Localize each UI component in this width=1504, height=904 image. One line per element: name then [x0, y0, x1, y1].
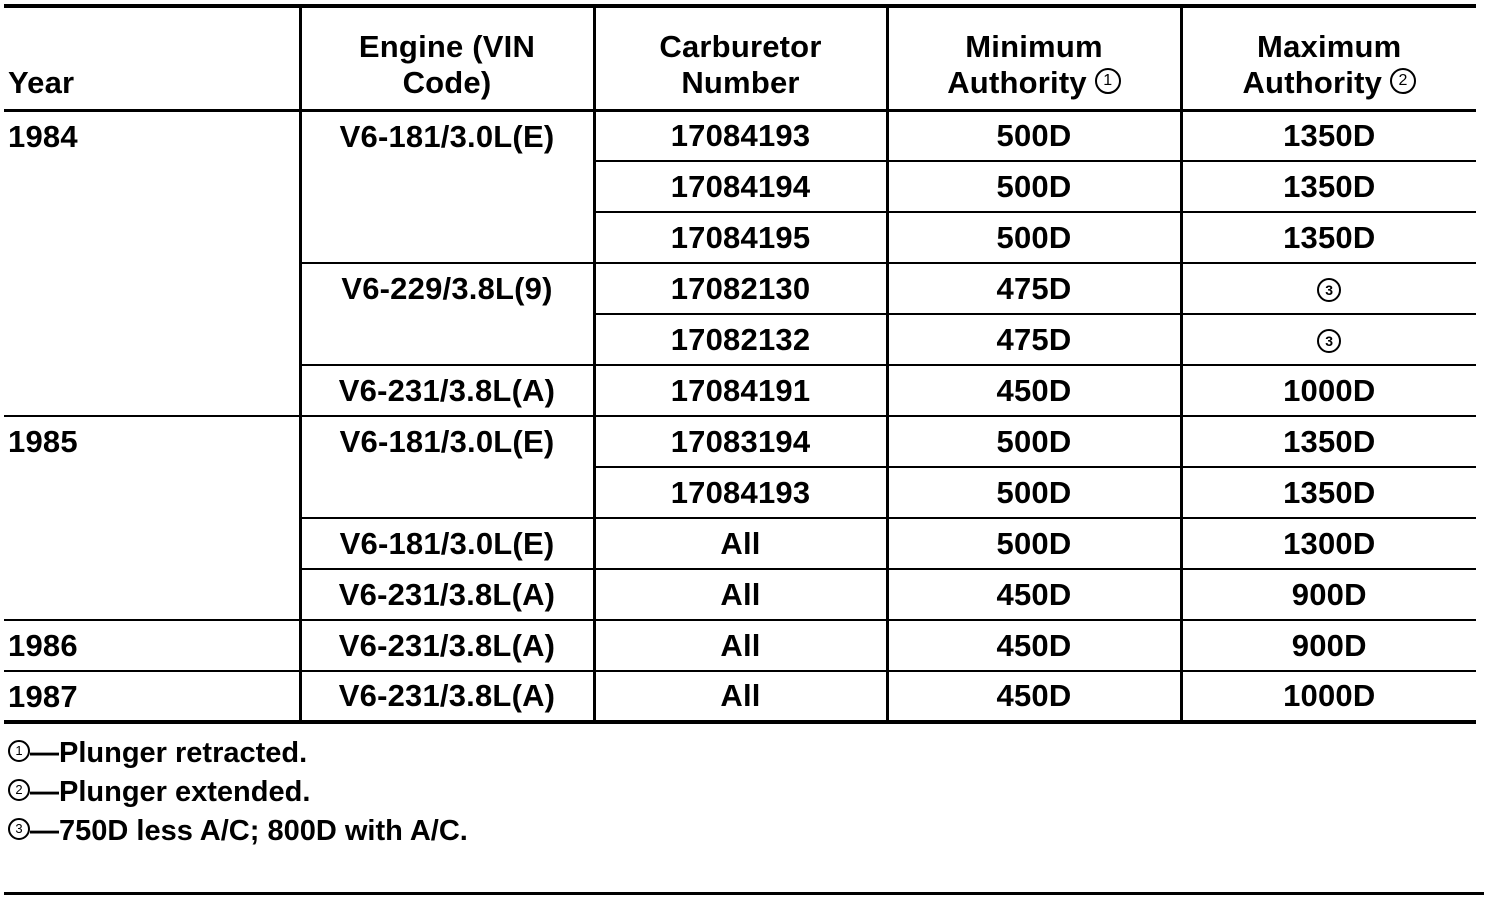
table-row: [4, 110, 1476, 161]
carburetor-cell: 17084195: [594, 212, 887, 263]
carburetor-cell: 17082132: [594, 314, 887, 365]
carburetor-cell: 17084194: [594, 161, 887, 212]
header-maximum: [1181, 6, 1476, 110]
footnote-3: [8, 812, 468, 851]
minimum-cell: 450D: [887, 671, 1181, 722]
header-row: [4, 6, 1476, 110]
minimum-cell: 500D: [887, 518, 1181, 569]
maximum-cell: 1350D: [1181, 161, 1476, 212]
year-cell: 1985: [4, 416, 300, 620]
engine-cell: V6-231/3.8L(A): [300, 620, 594, 671]
maximum-cell: 900D: [1181, 569, 1476, 620]
footnote-3-marker-icon: 3: [8, 818, 30, 840]
header-carb-line1: Carburetor: [659, 28, 822, 64]
footnote-2-marker-icon: 2: [8, 779, 30, 801]
carburetor-cell: 17083194: [594, 416, 887, 467]
bottom-divider: [4, 892, 1484, 895]
header-carburetor: [594, 6, 887, 110]
table-row: [4, 671, 1476, 722]
idle-speed-authority-table: [4, 4, 1476, 724]
engine-cell: V6-231/3.8L(A): [300, 365, 594, 416]
maximum-cell: 900D: [1181, 620, 1476, 671]
footnote-3-marker-icon: 3: [1317, 278, 1341, 302]
carburetor-cell: 17084191: [594, 365, 887, 416]
footnote-1-text: —Plunger retracted.: [30, 737, 308, 769]
header-min-line2: Authority: [947, 64, 1087, 100]
year-cell: 1986: [4, 620, 300, 671]
engine-cell: V6-231/3.8L(A): [300, 569, 594, 620]
table-row: [4, 620, 1476, 671]
minimum-cell: 450D: [887, 620, 1181, 671]
year-cell: 1987: [4, 671, 300, 722]
footnote-2-text: —Plunger extended.: [30, 776, 311, 808]
header-year-label: Year: [8, 64, 75, 100]
carburetor-cell: All: [594, 518, 887, 569]
carburetor-cell: All: [594, 569, 887, 620]
footnote-3-marker-icon: 3: [1317, 329, 1341, 353]
minimum-cell: 500D: [887, 212, 1181, 263]
minimum-cell: 450D: [887, 569, 1181, 620]
footnote-1: [8, 734, 468, 773]
header-engine: [300, 6, 594, 110]
header-carb-line2: Number: [681, 64, 800, 100]
carburetor-cell: 17082130: [594, 263, 887, 314]
header-year: [4, 6, 300, 110]
engine-cell: V6-229/3.8L(9): [300, 263, 594, 365]
footnote-3-text: —750D less A/C; 800D with A/C.: [30, 815, 468, 847]
carburetor-cell: All: [594, 620, 887, 671]
minimum-cell: 500D: [887, 161, 1181, 212]
header-minimum: [887, 6, 1181, 110]
maximum-cell: [1181, 263, 1476, 314]
table-row: [4, 416, 1476, 467]
engine-cell: V6-231/3.8L(A): [300, 671, 594, 722]
table-body: [4, 110, 1476, 722]
carburetor-cell: 17084193: [594, 467, 887, 518]
header-max-line1: Maximum: [1257, 28, 1402, 64]
engine-cell: V6-181/3.0L(E): [300, 416, 594, 518]
maximum-cell: 1350D: [1181, 416, 1476, 467]
footnote-1-marker-icon: 1: [1095, 68, 1121, 94]
carburetor-cell: All: [594, 671, 887, 722]
footnote-2-marker-icon: 2: [1390, 68, 1416, 94]
maximum-cell: 1300D: [1181, 518, 1476, 569]
maximum-cell: 1000D: [1181, 671, 1476, 722]
minimum-cell: 450D: [887, 365, 1181, 416]
header-engine-line2: Code): [402, 64, 492, 100]
header-engine-line1: Engine (VIN: [358, 28, 536, 64]
minimum-cell: 475D: [887, 263, 1181, 314]
carburetor-cell: 17084193: [594, 110, 887, 161]
maximum-cell: 1350D: [1181, 212, 1476, 263]
engine-cell: V6-181/3.0L(E): [300, 110, 594, 263]
minimum-cell: 500D: [887, 416, 1181, 467]
header-max-line2: Authority: [1242, 64, 1383, 100]
table-header: [4, 6, 1476, 110]
year-cell: 1984: [4, 110, 300, 416]
minimum-cell: 475D: [887, 314, 1181, 365]
header-min-line1: Minimum: [965, 28, 1103, 64]
footnote-2: [8, 773, 468, 812]
engine-cell: V6-181/3.0L(E): [300, 518, 594, 569]
maximum-cell: 1350D: [1181, 110, 1476, 161]
footnote-1-marker-icon: 1: [8, 740, 30, 762]
maximum-cell: 1350D: [1181, 467, 1476, 518]
maximum-cell: 1000D: [1181, 365, 1476, 416]
footnotes: [8, 734, 468, 851]
minimum-cell: 500D: [887, 110, 1181, 161]
maximum-cell: [1181, 314, 1476, 365]
minimum-cell: 500D: [887, 467, 1181, 518]
